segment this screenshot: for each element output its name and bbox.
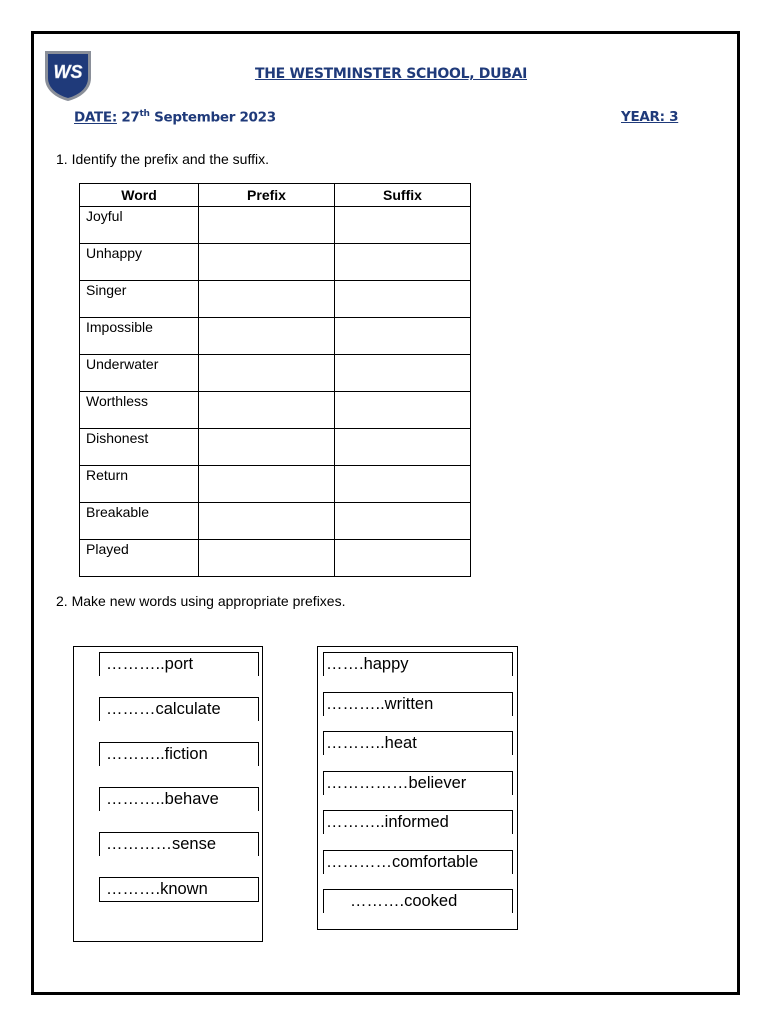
suffix-answer-cell[interactable] xyxy=(335,355,471,392)
prefix-blank-item[interactable]: ………..heat xyxy=(323,731,513,755)
word-cell: Played xyxy=(80,540,199,577)
suffix-answer-cell[interactable] xyxy=(335,207,471,244)
word-cell: Impossible xyxy=(80,318,199,355)
prefix-blank-item[interactable]: ……….known xyxy=(99,877,259,902)
prefix-blank-item[interactable]: ………..fiction xyxy=(99,742,259,766)
prefix-answer-cell[interactable] xyxy=(199,355,335,392)
prefix-answer-cell[interactable] xyxy=(199,540,335,577)
date-ordinal: th xyxy=(139,109,150,119)
date-line xyxy=(74,109,276,126)
prefix-blank-item[interactable]: …………comfortable xyxy=(323,850,513,874)
table-row xyxy=(80,355,471,392)
question-2-prompt: 2. Make new words using appropriate prefixes. xyxy=(56,593,346,609)
table-row xyxy=(80,429,471,466)
prefix-blank-item[interactable]: ………calculate xyxy=(99,697,259,721)
prefix-answer-cell[interactable] xyxy=(199,244,335,281)
word-cell: Return xyxy=(80,466,199,503)
date-rest: September 2023 xyxy=(154,109,276,126)
suffix-answer-cell[interactable] xyxy=(335,281,471,318)
prefix-answer-cell[interactable] xyxy=(199,466,335,503)
prefix-blank-item[interactable]: …….happy xyxy=(323,652,513,676)
prefix-answer-cell[interactable] xyxy=(199,503,335,540)
suffix-answer-cell[interactable] xyxy=(335,540,471,577)
prefix-answer-cell[interactable] xyxy=(199,281,335,318)
word-cell: Singer xyxy=(80,281,199,318)
date-label: DATE: xyxy=(74,109,117,126)
prefix-answer-cell[interactable] xyxy=(199,318,335,355)
suffix-answer-cell[interactable] xyxy=(335,466,471,503)
word-cell: Breakable xyxy=(80,503,199,540)
prefix-answer-cell[interactable] xyxy=(199,207,335,244)
header-word: Word xyxy=(80,184,199,207)
suffix-answer-cell[interactable] xyxy=(335,318,471,355)
header-suffix: Suffix xyxy=(335,184,471,207)
suffix-answer-cell[interactable] xyxy=(335,392,471,429)
word-cell: Worthless xyxy=(80,392,199,429)
word-cell: Unhappy xyxy=(80,244,199,281)
school-name: THE WESTMINSTER SCHOOL, DUBAI xyxy=(254,66,528,82)
prefix-answer-cell[interactable] xyxy=(199,392,335,429)
suffix-answer-cell[interactable] xyxy=(335,429,471,466)
prefix-blank-item[interactable]: ………..informed xyxy=(323,810,513,834)
table-row xyxy=(80,244,471,281)
year-label: YEAR: 3 xyxy=(621,109,679,125)
word-cell: Dishonest xyxy=(80,429,199,466)
word-cell: Joyful xyxy=(80,207,199,244)
word-cell: Underwater xyxy=(80,355,199,392)
prefix-suffix-table xyxy=(79,183,471,577)
suffix-answer-cell[interactable] xyxy=(335,503,471,540)
table-row xyxy=(80,540,471,577)
table-row xyxy=(80,207,471,244)
table-row xyxy=(80,466,471,503)
table-row xyxy=(80,318,471,355)
header-prefix: Prefix xyxy=(199,184,335,207)
prefix-blank-item[interactable]: ………..port xyxy=(99,652,259,676)
prefix-blank-item[interactable]: ………..written xyxy=(323,692,513,716)
table-row xyxy=(80,503,471,540)
prefix-blank-item[interactable]: ………..behave xyxy=(99,787,259,811)
prefix-blank-item[interactable]: ……….cooked xyxy=(323,889,513,913)
question-1-prompt: 1. Identify the prefix and the suffix. xyxy=(56,151,269,167)
prefix-answer-cell[interactable] xyxy=(199,429,335,466)
table-header-row xyxy=(80,184,471,207)
date-day: 27 xyxy=(121,109,140,126)
prefix-blank-item[interactable]: ……………believer xyxy=(323,771,513,795)
table-row xyxy=(80,281,471,318)
prefix-blank-item[interactable]: …………sense xyxy=(99,832,259,856)
table-row xyxy=(80,392,471,429)
suffix-answer-cell[interactable] xyxy=(335,244,471,281)
logo-text: WS xyxy=(53,62,83,82)
